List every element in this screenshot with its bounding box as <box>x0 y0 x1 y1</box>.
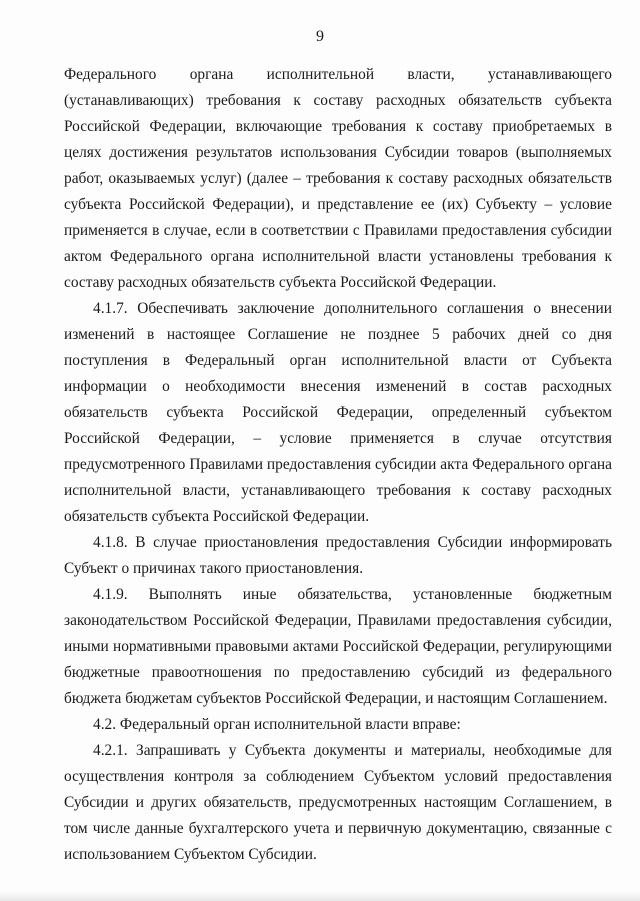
text-line: к составу расходных обязательств субъекта Российской Федерации. <box>64 248 612 291</box>
text-line: для осуществления контроля за соблюдением Субъектом условий предоставления <box>64 742 612 785</box>
paragraph-4-1-9 <box>64 582 612 712</box>
text-line: Федерального органа исполнительной власти установлены требования <box>109 248 605 265</box>
text-line: требования к составу расходных обязательств субъекта Российской Федерации. <box>64 482 612 525</box>
text-line: применяется в случае отсутствия предусмотренного Правилами предоставления <box>64 430 612 473</box>
paragraph-4-1-8 <box>64 530 612 582</box>
text-line: Российской Федерации, определенный субъектом Российской Федерации, – условие <box>64 404 612 447</box>
paragraph-4-2-1 <box>64 738 612 868</box>
text-line: включающие требования к составу приобретаемых в целях достижения результатов <box>64 118 613 161</box>
text-line: требования к составу расходных обязательств субъекта Российской Федерации, <box>64 92 613 135</box>
text-line: в Федеральный орган исполнительной власти от Субъекта информации <box>64 352 613 395</box>
text-line: и представление ее (их) Субъекту – условие применяется <box>64 196 612 239</box>
document-body <box>64 62 612 868</box>
text-line: требования к составу расходных обязательств субъекта Российской Федерации), <box>64 170 612 213</box>
text-line: субсидии акта Федерального органа исполнительной власти, устанавливающего <box>64 456 613 499</box>
text-line: Субсидии и других обязательств, предусмотренных настоящим Соглашением, <box>64 794 605 811</box>
text-line: законодательством Российской Федерации, Правилами предоставления субсидии, <box>64 612 612 629</box>
text-line: о необходимости внесения изменений в состав расходных обязательств субъекта <box>64 378 613 421</box>
paragraph-4-1-7 <box>64 296 612 530</box>
text-line: Субъект о причинах такого приостановления. <box>64 560 364 577</box>
text-line: использования Субсидии товаров (выполняемых работ, оказываемых услуг) (далее – <box>64 144 612 187</box>
text-line: 4.2.1. Запрашивать у Субъекта документы и материалы, необходимые <box>93 742 590 759</box>
text-line: в том числе данные бухгалтерского учета и первичную документацию, связанные <box>64 794 612 837</box>
paragraph-continuation <box>64 62 612 296</box>
paragraph-4-2 <box>64 712 612 738</box>
text-line: иными нормативными правовыми актами Российской Федерации, регулирующими <box>64 638 612 655</box>
text-line: Федерального органа исполнительной власти, устанавливающего (устанавливающих) <box>64 66 612 109</box>
text-line: бюджетные правоотношения по предоставлению субсидий из федерального бюджета <box>64 664 612 707</box>
text-line: с использованием Субъектом Субсидии. <box>64 820 612 863</box>
page-number: 9 <box>316 28 324 45</box>
text-line: 4.1.8. В случае приостановления предоставления Субсидии информировать <box>93 534 612 551</box>
text-line: изменений в настоящее Соглашение не позднее 5 рабочих дней со дня поступления <box>64 326 612 369</box>
text-line: 4.1.9. Выполнять иные обязательства, установленные бюджетным <box>93 586 612 603</box>
text-line: 4.2. Федеральный орган исполнительной власти вправе: <box>93 716 461 733</box>
text-line: бюджетам субъектов Российской Федерации, и настоящим Соглашением. <box>125 690 608 707</box>
text-line: 4.1.7. Обеспечивать заключение дополнительного соглашения о внесении <box>93 300 612 317</box>
text-line: в случае, если в соответствии с Правилами предоставления субсидии актом <box>64 222 612 265</box>
scan-edge-shadow <box>0 891 640 901</box>
